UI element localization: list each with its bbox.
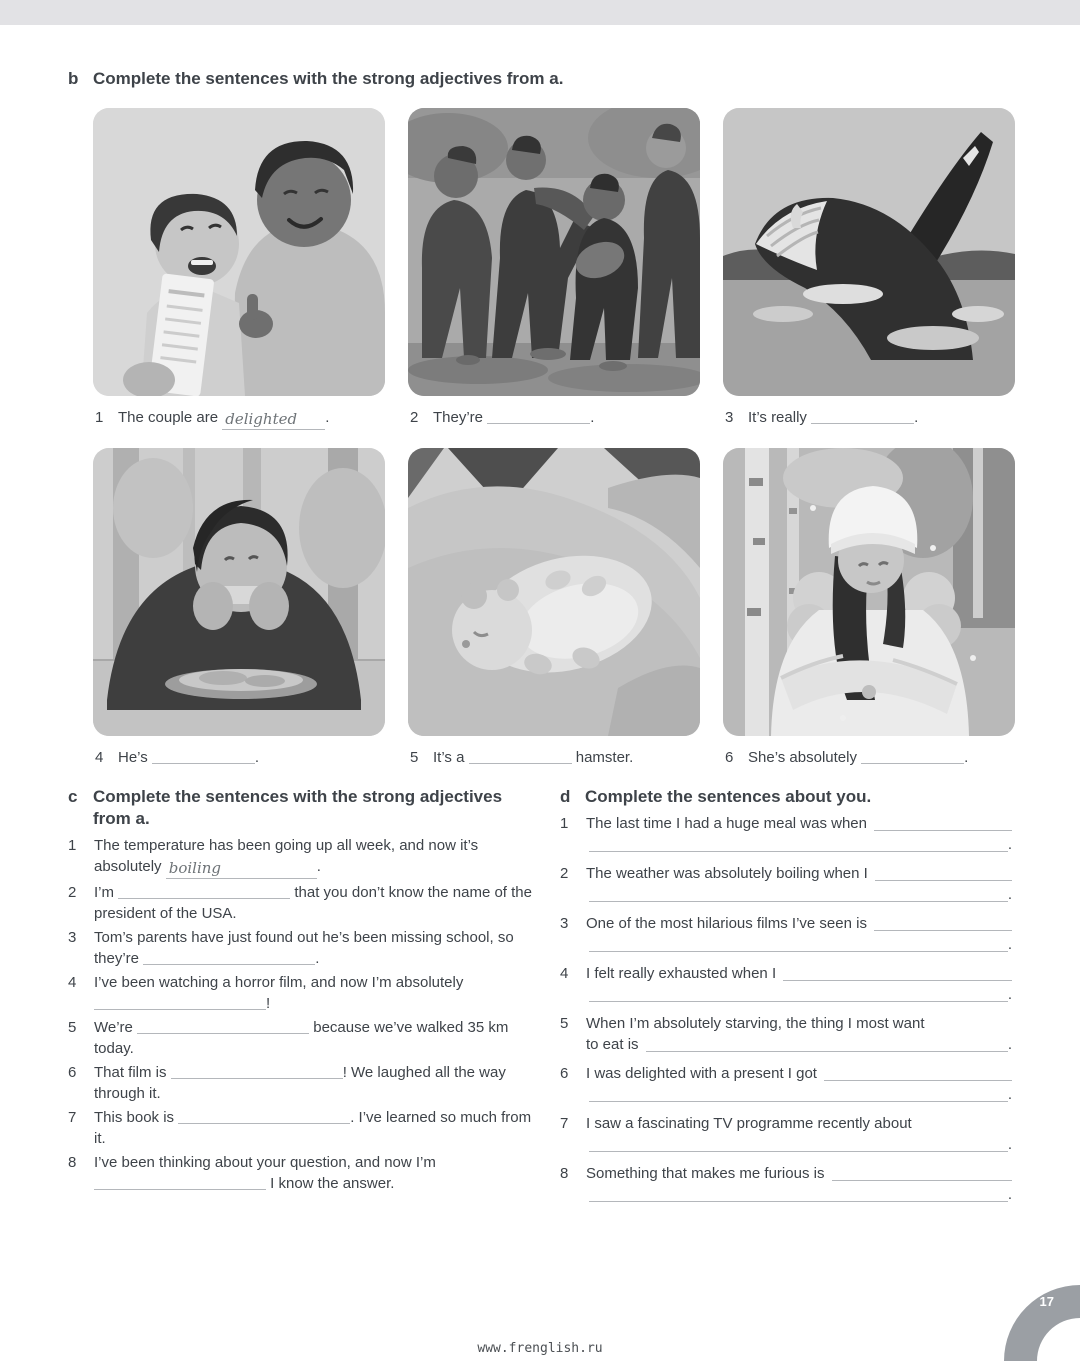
item-number: 3 (560, 915, 569, 932)
sentence-text: . (1007, 986, 1012, 1003)
sentence-text: . (1007, 1086, 1012, 1103)
exercise-d (560, 786, 1012, 1213)
sentence-text: That film is (94, 1064, 171, 1081)
man-eating-hungrily-photo (93, 448, 385, 736)
sentence-text: because we’ve walked 35 km today. (94, 1019, 509, 1057)
item-number: 5 (68, 1019, 77, 1036)
exercise-d-title: Complete the sentences about you. (585, 787, 872, 806)
exercise-b-title-ref: a. (549, 69, 564, 88)
photo-caption (408, 748, 700, 768)
sentence-text: . (1007, 936, 1012, 953)
sentence-text: I’ve been thinking about your question, and now I’m (94, 1154, 436, 1171)
answer-line (646, 1031, 1008, 1052)
sentence-text: . (1007, 1036, 1012, 1053)
page-corner-arc (996, 1277, 1080, 1361)
answer-blank (143, 951, 315, 965)
item-sentence (94, 972, 540, 1014)
exercise-d-item (560, 1013, 1012, 1055)
sentence-text: to eat is (586, 1036, 643, 1053)
item-sentence (94, 835, 540, 879)
answer-line (783, 960, 1012, 981)
item-sentence (94, 927, 540, 969)
sentence-text: . (590, 409, 595, 426)
sentence-text: The couple are (118, 409, 223, 426)
exercise-d-item (560, 963, 1012, 1005)
sentence-text: . (1007, 1136, 1012, 1153)
answer-line (589, 831, 1008, 852)
item-number: 1 (68, 837, 77, 854)
sentence-line (586, 884, 1012, 905)
photo-card-4 (93, 448, 385, 768)
sentence-text: . (1007, 1186, 1012, 1203)
sentence-text: They’re (433, 409, 488, 426)
caption-sentence (433, 408, 594, 428)
tiny-hamster-in-hand-photo (408, 448, 700, 736)
item-sentence (586, 913, 1012, 955)
sentence-line (586, 834, 1012, 855)
exercise-c-items (68, 835, 540, 1194)
sentence-text: . (1007, 836, 1012, 853)
answer-line (589, 931, 1008, 952)
sentence-text: I was delighted with a present I got (586, 1065, 822, 1082)
item-sentence (94, 1107, 540, 1149)
sentence-text: It’s really (748, 409, 812, 426)
item-number: 5 (560, 1015, 569, 1032)
exercise-c-title-text: Complete the sentences with the strong adjectives from (93, 787, 503, 828)
exercise-c-item (68, 972, 540, 1014)
item-sentence (586, 863, 1012, 905)
item-sentence (94, 1152, 540, 1194)
answer-line (589, 881, 1008, 902)
answer-blank (811, 410, 914, 424)
sentence-line (586, 1184, 1012, 1205)
item-number: 4 (560, 965, 569, 982)
item-number: 6 (560, 1065, 569, 1082)
sentence-text: I’ve been watching a horror film, and now I’m absolutely (94, 974, 464, 991)
sentence-text: ! We laughed all the way through it. (94, 1064, 506, 1102)
sentence-text: hamster. (571, 749, 634, 766)
item-number: 4 (68, 974, 77, 991)
answer-line (589, 1181, 1008, 1202)
item-sentence (586, 1113, 1012, 1155)
caption-number: 5 (410, 749, 419, 766)
caption-number: 3 (725, 409, 734, 426)
photo-caption (93, 408, 385, 430)
exercise-d-items (560, 813, 1012, 1205)
sentence-text: The last time I had a huge meal was when (586, 815, 872, 832)
exercise-d-letter: d (560, 787, 571, 806)
exercise-c-title-ref: a. (135, 809, 150, 828)
caption-sentence (118, 748, 259, 768)
sentence-text: He’s (118, 749, 152, 766)
exercise-c-letter: c (68, 787, 78, 806)
photo-grid (93, 108, 1015, 786)
answer-blank (118, 885, 290, 899)
answer-blank (861, 750, 964, 764)
caption-sentence (433, 748, 633, 768)
answer-line (589, 1131, 1008, 1152)
answer-line (874, 810, 1012, 831)
sentence-text: . (254, 749, 260, 766)
exercise-c-item (68, 927, 540, 969)
delighted-couple-photo (93, 108, 385, 396)
caption-number: 2 (410, 409, 419, 426)
answer-line (874, 910, 1012, 931)
photo-card-2 (408, 108, 700, 430)
caption-number: 1 (95, 409, 104, 426)
item-sentence (586, 1013, 1012, 1055)
exercise-c-item (68, 1107, 540, 1149)
caption-number: 4 (95, 749, 104, 766)
exercise-c-item (68, 1152, 540, 1194)
sentence-text: This book is (94, 1109, 179, 1126)
item-number: 1 (560, 815, 569, 832)
exercise-d-heading (560, 786, 1012, 808)
sentence-text: I know the answer. (266, 1175, 395, 1192)
sentence-text: It’s a (433, 749, 469, 766)
answer-blank (94, 996, 266, 1010)
sentence-text: . (964, 749, 969, 766)
item-sentence (94, 882, 540, 924)
exercise-c-title (93, 786, 540, 830)
caption-number: 6 (725, 749, 734, 766)
sentence-text: . (315, 950, 320, 967)
item-number: 8 (560, 1165, 569, 1182)
photo-caption (408, 408, 700, 428)
photo-card-1 (93, 108, 385, 430)
item-sentence (586, 813, 1012, 855)
caption-sentence (748, 748, 968, 768)
photo-caption (723, 748, 1015, 768)
sentence-line (586, 1034, 1012, 1055)
answer-line (589, 1081, 1008, 1102)
sentence-text: I’m (94, 884, 119, 901)
photo-card-5 (408, 448, 700, 768)
item-sentence (586, 1163, 1012, 1205)
sentence-text: We’re (94, 1019, 138, 1036)
sentence-line (586, 1084, 1012, 1105)
exercise-d-item (560, 813, 1012, 855)
sentence-text: . (1007, 886, 1012, 903)
exercise-b-title (93, 68, 1008, 90)
sentence-text: . (914, 409, 919, 426)
page-number: 17 (1039, 1294, 1054, 1309)
exercise-d-item (560, 863, 1012, 905)
answer-blank (152, 750, 255, 764)
exercise-c-item (68, 882, 540, 924)
item-sentence (94, 1062, 540, 1104)
answer-blank (178, 1110, 350, 1124)
sentence-text: The weather was absolutely boiling when I (586, 865, 872, 882)
item-number: 2 (68, 884, 77, 901)
answer-line (824, 1060, 1012, 1081)
item-number: 6 (68, 1064, 77, 1081)
breaching-whale-photo (723, 108, 1015, 396)
exercise-d-item (560, 1163, 1012, 1205)
exercise-d-item (560, 913, 1012, 955)
sentence-text: . I’ve learned so much from it. (94, 1109, 532, 1147)
answer-blank (94, 1176, 266, 1190)
sentence-text: I felt really exhausted when I (586, 965, 781, 982)
photo-caption (723, 408, 1015, 428)
exercise-c-item (68, 835, 540, 879)
sentence-text: . (325, 409, 330, 426)
sentence-text: The temperature has been going up all week, and now it’s absolutely (94, 837, 479, 875)
exercise-c-heading (68, 786, 540, 830)
muddy-rugby-players-photo (408, 108, 700, 396)
answer-blank (469, 750, 572, 764)
photo-caption (93, 748, 385, 768)
handwritten-answer: boiling (166, 860, 317, 879)
exercise-d-item (560, 1113, 1012, 1155)
sentence-line (586, 934, 1012, 955)
sentence-text: that you don’t know the name of the president of the USA. (94, 884, 532, 922)
exercise-b-heading (68, 68, 1008, 90)
sentence-text: Tom’s parents have just found out he’s been missing school, so they’re (94, 929, 514, 967)
item-sentence (94, 1017, 540, 1059)
sentence-text: Something that makes me furious is (586, 1165, 829, 1182)
item-sentence (586, 963, 1012, 1005)
freezing-woman-in-snow-photo (723, 448, 1015, 736)
item-number: 3 (68, 929, 77, 946)
item-number: 7 (560, 1115, 569, 1132)
sentence-line (586, 1134, 1012, 1155)
answer-blank (487, 410, 590, 424)
exercise-c-item (68, 1062, 540, 1104)
answer-line (832, 1160, 1012, 1181)
sentence-text: One of the most hilarious films I’ve seen is (586, 915, 872, 932)
handwritten-answer: delighted (222, 411, 325, 430)
exercise-b-title-text: Complete the sentences with the strong adjectives from (93, 69, 550, 88)
answer-blank (137, 1020, 309, 1034)
sentence-line (586, 984, 1012, 1005)
item-number: 7 (68, 1109, 77, 1126)
exercise-b-letter: b (68, 69, 79, 88)
answer-line (875, 860, 1012, 881)
footer-url: www.frenglish.ru (477, 1341, 603, 1356)
answer-blank (171, 1065, 343, 1079)
answer-line (589, 981, 1008, 1002)
exercise-d-item (560, 1063, 1012, 1105)
sentence-text: . (316, 858, 321, 875)
item-sentence (586, 1063, 1012, 1105)
item-number: 2 (560, 865, 569, 882)
page-top-bar (0, 0, 1080, 25)
exercise-c (68, 786, 540, 1197)
sentence-text: ! (266, 995, 271, 1012)
caption-sentence (748, 408, 918, 428)
sentence-text: I saw a fascinating TV programme recently about (586, 1115, 912, 1132)
exercise-c-item (68, 1017, 540, 1059)
photo-card-6 (723, 448, 1015, 768)
caption-sentence (118, 408, 329, 430)
photo-card-3 (723, 108, 1015, 430)
sentence-text: She’s absolutely (748, 749, 862, 766)
item-number: 8 (68, 1154, 77, 1171)
sentence-text: When I’m absolutely starving, the thing I most want (586, 1015, 925, 1032)
